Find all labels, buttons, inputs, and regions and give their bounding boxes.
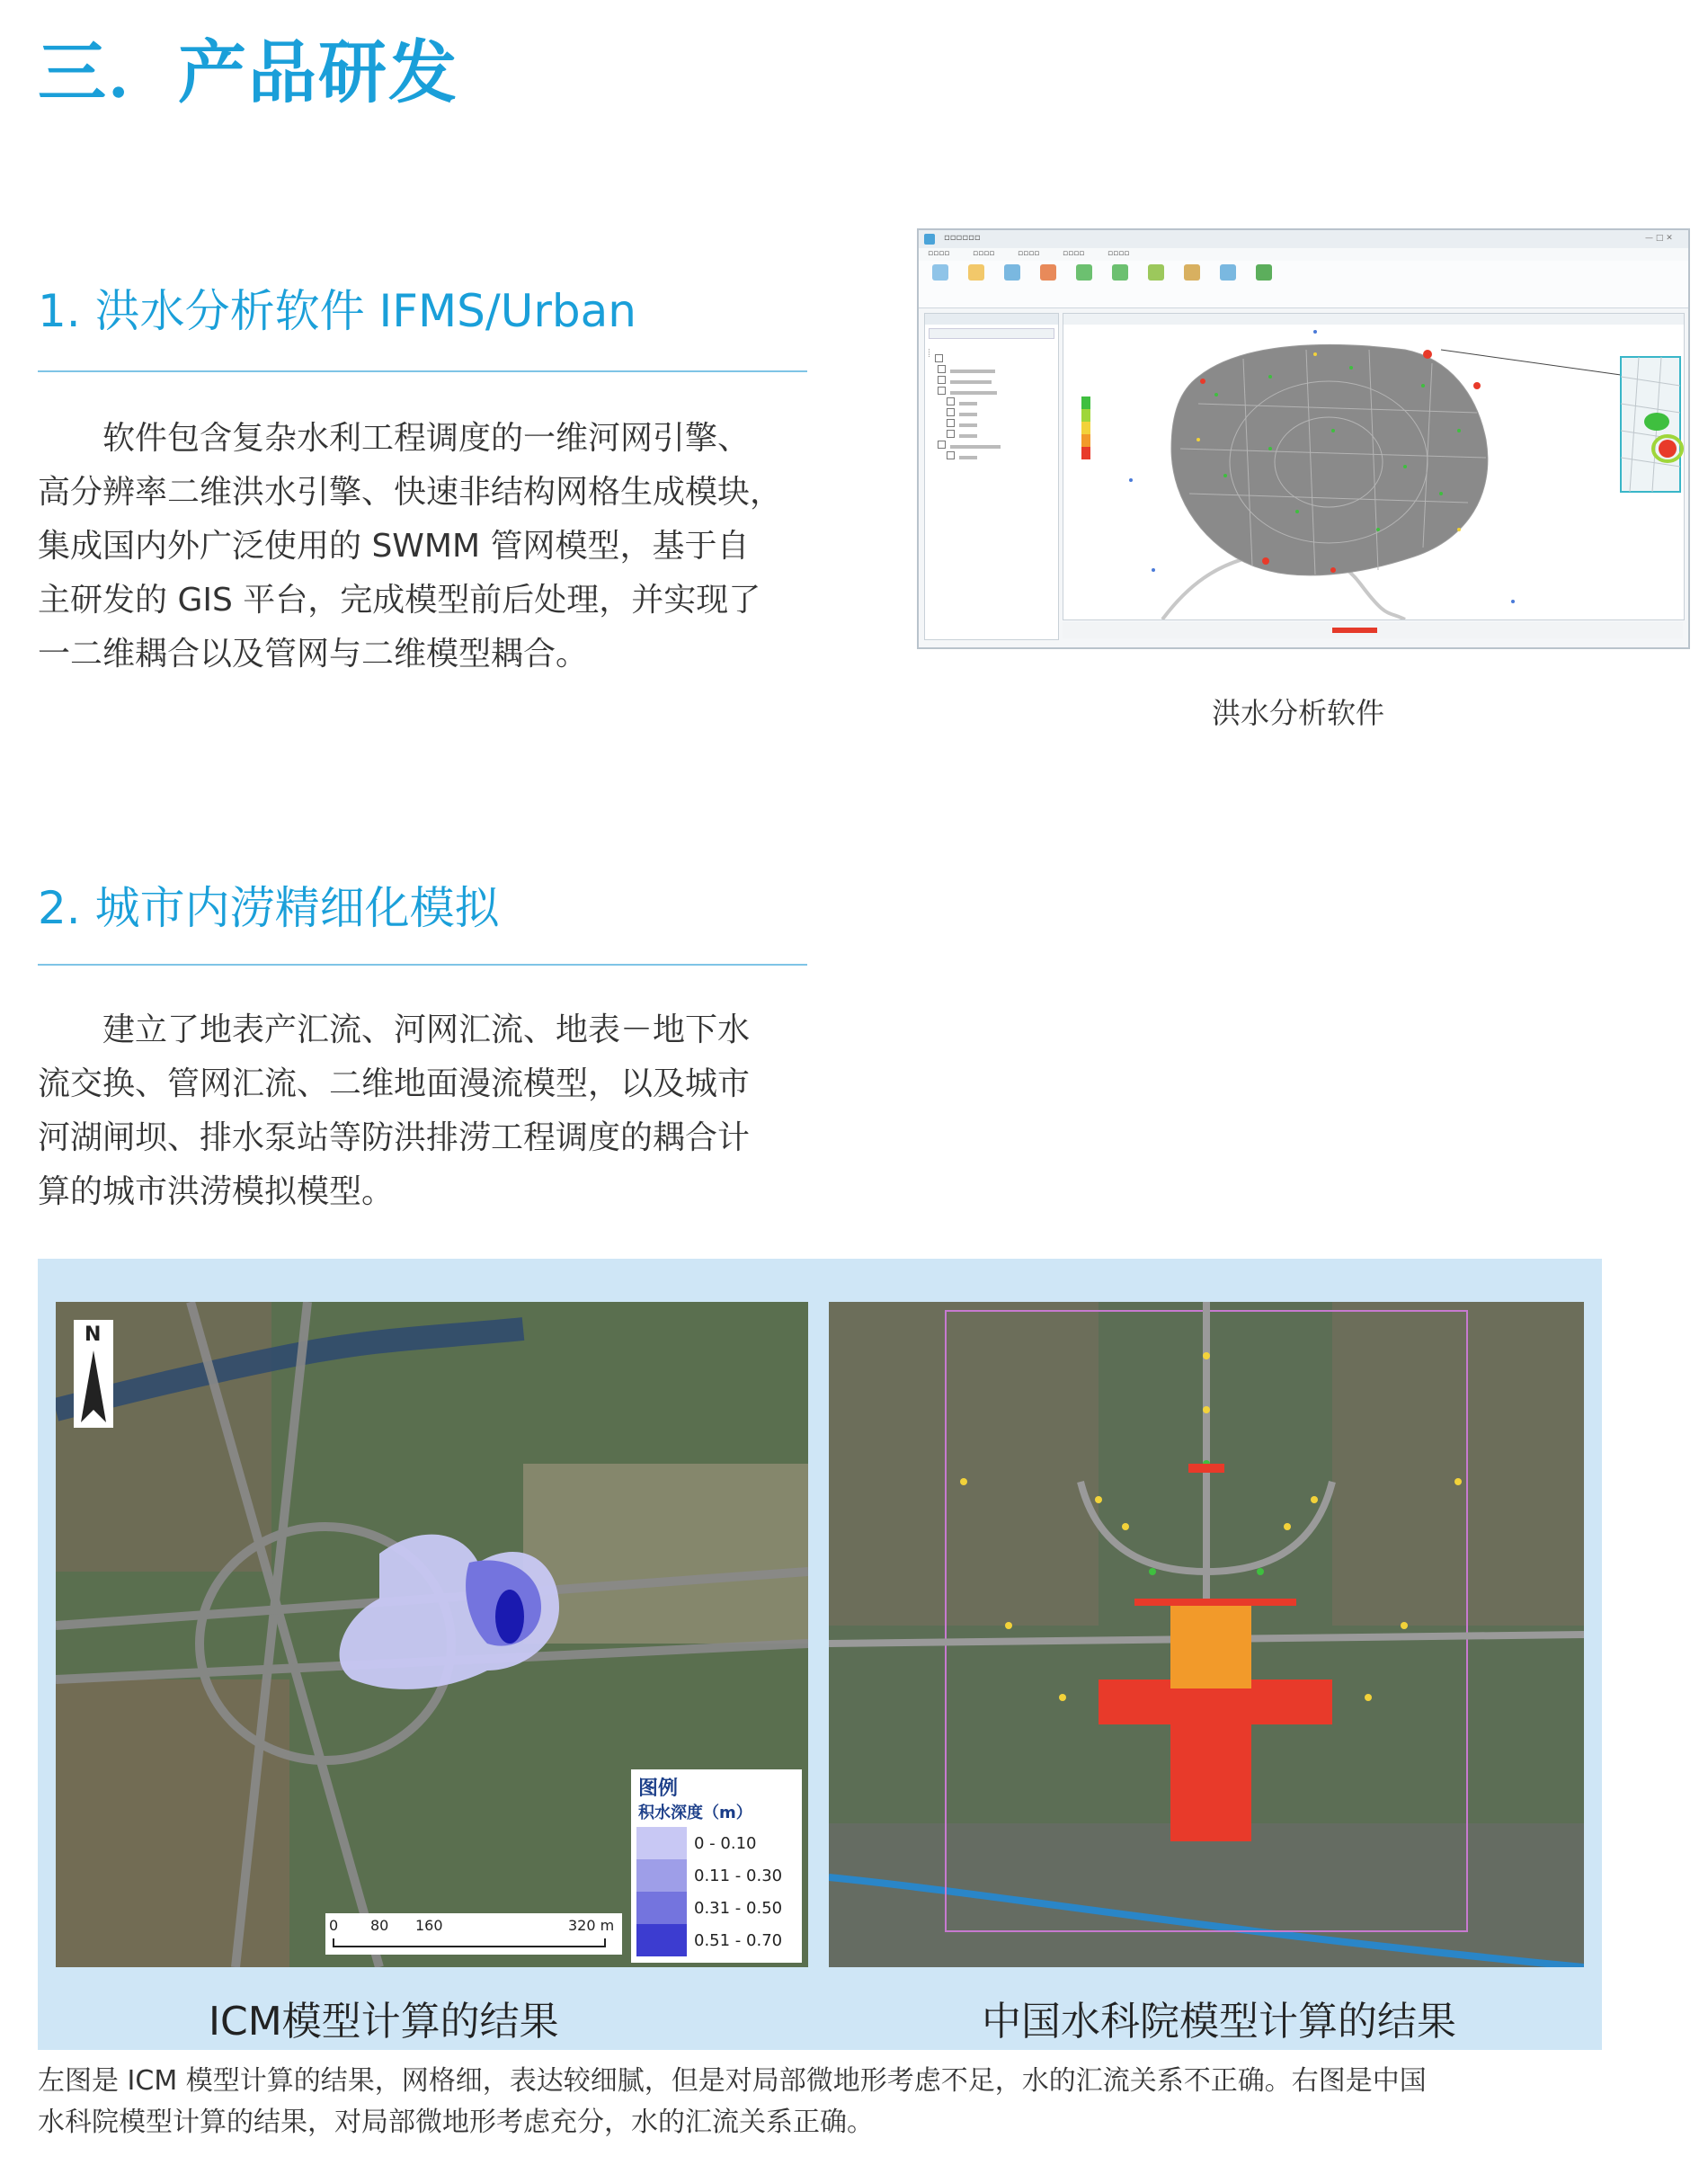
legend-swatch (636, 1892, 687, 1924)
section-1-title: 1. 洪水分析软件 IFMS/Urban (38, 285, 636, 337)
ribbon-button (1248, 264, 1280, 300)
section-2-title: 2. 城市内涝精细化模拟 (38, 882, 500, 934)
legend-label: 0 - 0.10 (694, 1834, 757, 1853)
app-statusbar (1063, 622, 1683, 638)
section-2-line: 河湖闸坝、排水泵站等防洪排涝工程调度的耦合计 (38, 1119, 751, 1156)
legend-swatch (636, 1859, 687, 1892)
menu-item-icon: ▫▫▫▫ (1018, 249, 1040, 258)
software-screenshot (917, 228, 1690, 649)
app-layer-tree (924, 313, 1059, 640)
legend-label: 0.51 - 0.70 (694, 1931, 783, 1950)
ribbon-button (924, 264, 956, 300)
north-arrow (74, 1320, 113, 1428)
app-window-title: ▫▫▫▫▫▫ (944, 233, 981, 243)
scale-tick: 160 (415, 1917, 443, 1934)
app-menubar (919, 248, 1688, 261)
comparison-footnote-line: 左图是 ICM 模型计算的结果，网格细，表达较细腻，但是对局部微地形考虑不足，水的汇流关系不正确。右图是中国 (38, 2065, 1427, 2097)
section-1-line: 集成国内外广泛使用的 SWMM 管网模型，基于自 (38, 528, 750, 565)
scale-tick: 0 (329, 1917, 339, 1934)
page-title: 三．产品研发 (38, 32, 458, 112)
section-1-line: 软件包含复杂水利工程调度的一维河网引擎、 (102, 420, 751, 457)
legend-subtitle: 积水深度（m） (638, 1804, 752, 1822)
ribbon-button (1140, 264, 1172, 300)
menu-item-icon: ▫▫▫▫ (928, 249, 950, 258)
software-figure-caption: 洪水分析软件 (1212, 696, 1385, 730)
section-1-body (38, 412, 811, 682)
model-comparison-figure (38, 1259, 1602, 2050)
section-2-line: 建立了地表产汇流、河网汇流、地表－地下水 (102, 1011, 751, 1048)
menu-item-icon: ▫▫▫▫ (1063, 249, 1085, 258)
iwhr-caption: 中国水科院模型计算的结果 (982, 1999, 1456, 2045)
ribbon-button (1104, 264, 1136, 300)
icm-result-image (56, 1302, 808, 1967)
section-1-line: 主研发的 GIS 平台，完成模型前后处理，并实现了 (38, 582, 761, 619)
iwhr-result-image (829, 1302, 1584, 1967)
ribbon-button (1176, 264, 1208, 300)
ribbon-button (960, 264, 992, 300)
layer-tree-items (929, 346, 1036, 454)
section-2-line: 流交换、管网汇流、二维地面漫流模型，以及城市 (38, 1065, 751, 1102)
legend-title: 图例 (638, 1778, 679, 1800)
scale-tick: 320 m (568, 1917, 615, 1934)
section-1-line: 高分辨率二维洪水引擎、快速非结构网格生成模块， (38, 474, 783, 511)
legend-swatch (636, 1924, 687, 1956)
north-arrow-icon (79, 1350, 108, 1422)
ribbon-button (996, 264, 1028, 300)
app-ribbon (919, 261, 1688, 308)
north-label: N (85, 1323, 102, 1346)
section-2-line: 算的城市洪涝模拟模型。 (38, 1173, 395, 1210)
progress-indicator (1332, 628, 1377, 633)
app-logo-icon (924, 234, 935, 245)
legend-label: 0.31 - 0.50 (694, 1899, 783, 1918)
section-1-divider (38, 370, 807, 372)
menu-item-icon: ▫▫▫▫ (973, 249, 995, 258)
section-2-body (38, 1003, 811, 1219)
scale-bar-line (333, 1938, 606, 1947)
window-controls-icon: — □ ✕ (1645, 234, 1673, 243)
section-1-line: 一二维耦合以及管网与二维模型耦合。 (38, 636, 589, 673)
icm-caption: ICM模型计算的结果 (209, 1999, 559, 2045)
comparison-footnote-line: 水科院模型计算的结果，对局部微地形考虑充分，水的汇流关系正确。 (38, 2107, 874, 2138)
iwhr-aerial-graphic (829, 1302, 1584, 1967)
menu-item-icon: ▫▫▫▫ (1108, 249, 1130, 258)
ribbon-button (1068, 264, 1100, 300)
depth-legend (631, 1769, 802, 1963)
legend-label: 0.11 - 0.30 (694, 1867, 783, 1885)
ribbon-button (1212, 264, 1244, 300)
scale-bar (325, 1913, 622, 1955)
ribbon-button (1032, 264, 1064, 300)
section-2-divider (38, 964, 807, 966)
scale-tick: 80 (370, 1917, 389, 1934)
app-titlebar (919, 230, 1688, 249)
legend-swatch (636, 1827, 687, 1859)
flood-map-graphic (1063, 314, 1684, 619)
app-map-view (1063, 313, 1685, 620)
